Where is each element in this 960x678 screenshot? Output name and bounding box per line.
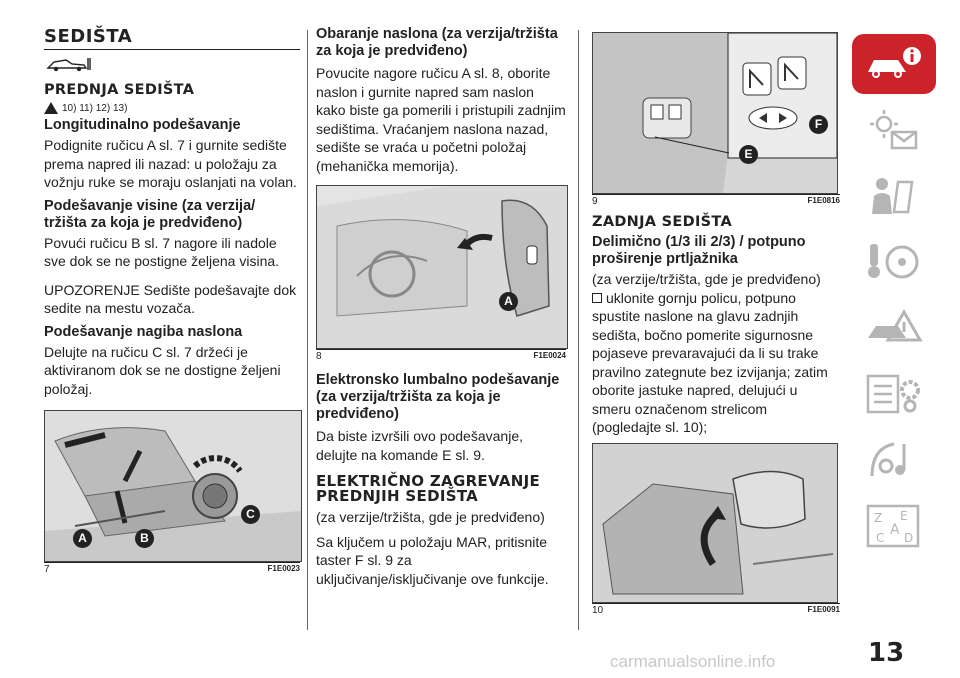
car-seat-icon bbox=[46, 56, 300, 75]
section-title: SEDIŠTA bbox=[44, 26, 300, 50]
svg-text:D: D bbox=[904, 531, 914, 545]
figure-10-code: F1E0091 bbox=[807, 604, 840, 614]
label-a: A bbox=[499, 292, 518, 311]
dashboard-lights-icon bbox=[864, 106, 924, 154]
tab-emergency[interactable] bbox=[852, 298, 936, 358]
technical-data-icon bbox=[864, 436, 924, 484]
chapter-sidebar bbox=[848, 34, 940, 562]
watermark: carmanualsonline.info bbox=[610, 652, 776, 671]
tab-car-info[interactable] bbox=[852, 34, 936, 94]
column-1 bbox=[44, 26, 300, 575]
paragraph-heated-note: (za verzije/tržišta, gde je predviđeno) bbox=[316, 509, 545, 525]
paragraph-fold: Povucite nagore ručicu A sl. 8, oborite naslon i gurnite napred sam naslon kako biste ga pomerili i pristupili zadnjim sedištima. Vraćanjem naslona nazad, sedište se vraća u početni položaj (mehanička memorija). bbox=[316, 65, 566, 174]
heading-rear-seats: ZADNJA SEDIŠTA bbox=[592, 214, 732, 230]
paragraph-height: Povući ručicu B sl. 7 nagore ili nadole sve dok se ne postigne željena visina. bbox=[44, 234, 280, 269]
heading-lumbar: Elektronsko lumbalno podešavanje (za verzija/tržišta za koja je predviđeno) bbox=[316, 372, 560, 422]
tab-dashboard-lights[interactable] bbox=[852, 100, 936, 160]
svg-text:A: A bbox=[890, 522, 900, 538]
warning-refs bbox=[44, 102, 300, 114]
figure-8-image bbox=[316, 185, 568, 349]
tab-safety[interactable] bbox=[852, 166, 936, 226]
label-f: F bbox=[809, 115, 828, 134]
figure-10-number: 10 bbox=[592, 604, 604, 616]
paragraph-warning: UPOZORENJE Sedište podešavajte dok sedite na mestu vozača. bbox=[44, 281, 297, 316]
figure-10-caption bbox=[592, 603, 840, 616]
heading-heated-seats: ELEKTRIČNO ZAGREVANJE PREDNJIH SEDIŠTA bbox=[316, 472, 541, 505]
paragraph-extend bbox=[592, 289, 840, 437]
page-number: 13 bbox=[868, 638, 905, 668]
column-3 bbox=[592, 26, 840, 616]
emergency-icon bbox=[864, 304, 924, 352]
tab-starting-driving[interactable] bbox=[852, 232, 936, 292]
paragraph-recline: Delujte na ručicu C sl. 7 držeći je aktiviranom dok se ne dostigne željeni položaj. bbox=[44, 343, 281, 397]
checkbox-bullet-icon bbox=[592, 293, 602, 303]
starting-driving-icon bbox=[864, 238, 924, 286]
figure-9-code: F1E0816 bbox=[807, 196, 840, 205]
figure-8-caption bbox=[316, 349, 566, 362]
paragraph-heated: Sa ključem u položaju MAR, pritisnite taster F sl. 9 za uključivanje/isključivanje ove funkcije. bbox=[316, 533, 549, 587]
tab-multimedia[interactable] bbox=[852, 496, 936, 556]
figure-8-number: 8 bbox=[316, 351, 322, 362]
warning-triangle-icon bbox=[44, 102, 58, 114]
label-a: A bbox=[73, 529, 92, 548]
label-b: B bbox=[135, 529, 154, 548]
heading-fold: Obaranje naslona (za verzija/tržišta za koja je predviđeno) bbox=[316, 26, 558, 59]
svg-text:C: C bbox=[876, 531, 885, 545]
tab-maintenance[interactable] bbox=[852, 364, 936, 424]
column-2 bbox=[316, 26, 566, 594]
svg-text:Z: Z bbox=[874, 511, 883, 525]
figure-9-image bbox=[592, 32, 838, 194]
paragraph-longitudinal: Podignite ručicu A sl. 7 i gurnite sedište prema napred ili nazad: u položaju za vožnju ruke se moraju oslanjati na volan. bbox=[44, 137, 297, 190]
car-info-icon bbox=[864, 44, 924, 84]
figure-9-caption bbox=[592, 194, 840, 207]
figure-7-number: 7 bbox=[44, 564, 50, 575]
safety-icon bbox=[864, 172, 924, 220]
column-divider bbox=[578, 30, 579, 630]
tab-technical-data[interactable] bbox=[852, 430, 936, 490]
paragraph-lumbar: Da biste izvršili ovo podešavanje, delujte na komande E sl. 9. bbox=[316, 428, 523, 463]
maintenance-icon bbox=[864, 370, 924, 418]
heading-longitudinal: Longitudinalno podešavanje bbox=[44, 117, 241, 133]
multimedia-icon bbox=[864, 502, 924, 550]
figure-9-number: 9 bbox=[592, 196, 598, 207]
heading-extend: Delimično (1/3 ili 2/3) / potpuno proširenje prtljažnika bbox=[592, 234, 806, 267]
label-c: C bbox=[241, 505, 260, 524]
column-divider bbox=[307, 30, 308, 630]
figure-10-image bbox=[592, 443, 838, 603]
figure-7-code: F1E0023 bbox=[267, 564, 300, 573]
figure-7-image bbox=[44, 410, 302, 562]
warning-refs-text: 10) 11) 12) 13) bbox=[62, 102, 128, 114]
subsection-title: PREDNJA SEDIŠTA bbox=[44, 82, 195, 98]
figure-8-code: F1E0024 bbox=[533, 351, 566, 360]
label-e: E bbox=[739, 145, 758, 164]
figure-7-caption bbox=[44, 562, 300, 575]
heading-recline: Podešavanje nagiba naslona bbox=[44, 323, 243, 340]
paragraph-extend-note: (za verzije/tržišta, gde je predviđeno) bbox=[592, 271, 821, 287]
svg-text:E: E bbox=[900, 509, 908, 523]
heading-height: Podešavanje visine (za verzija/ tržišta za koja je predviđeno) bbox=[44, 197, 256, 231]
paragraph-extend-text: uklonite gornju policu, potpuno spustite naslone na glavu zadnjih sedišta, bočno pomerite sigurnosne pojaseve prevaravajući da li su trake pravilno zategnute bez izvijanja; zatim oborite jastuke napred, delujući u smeru označenom strelicom (pogledajte sl. 10); bbox=[592, 289, 828, 435]
